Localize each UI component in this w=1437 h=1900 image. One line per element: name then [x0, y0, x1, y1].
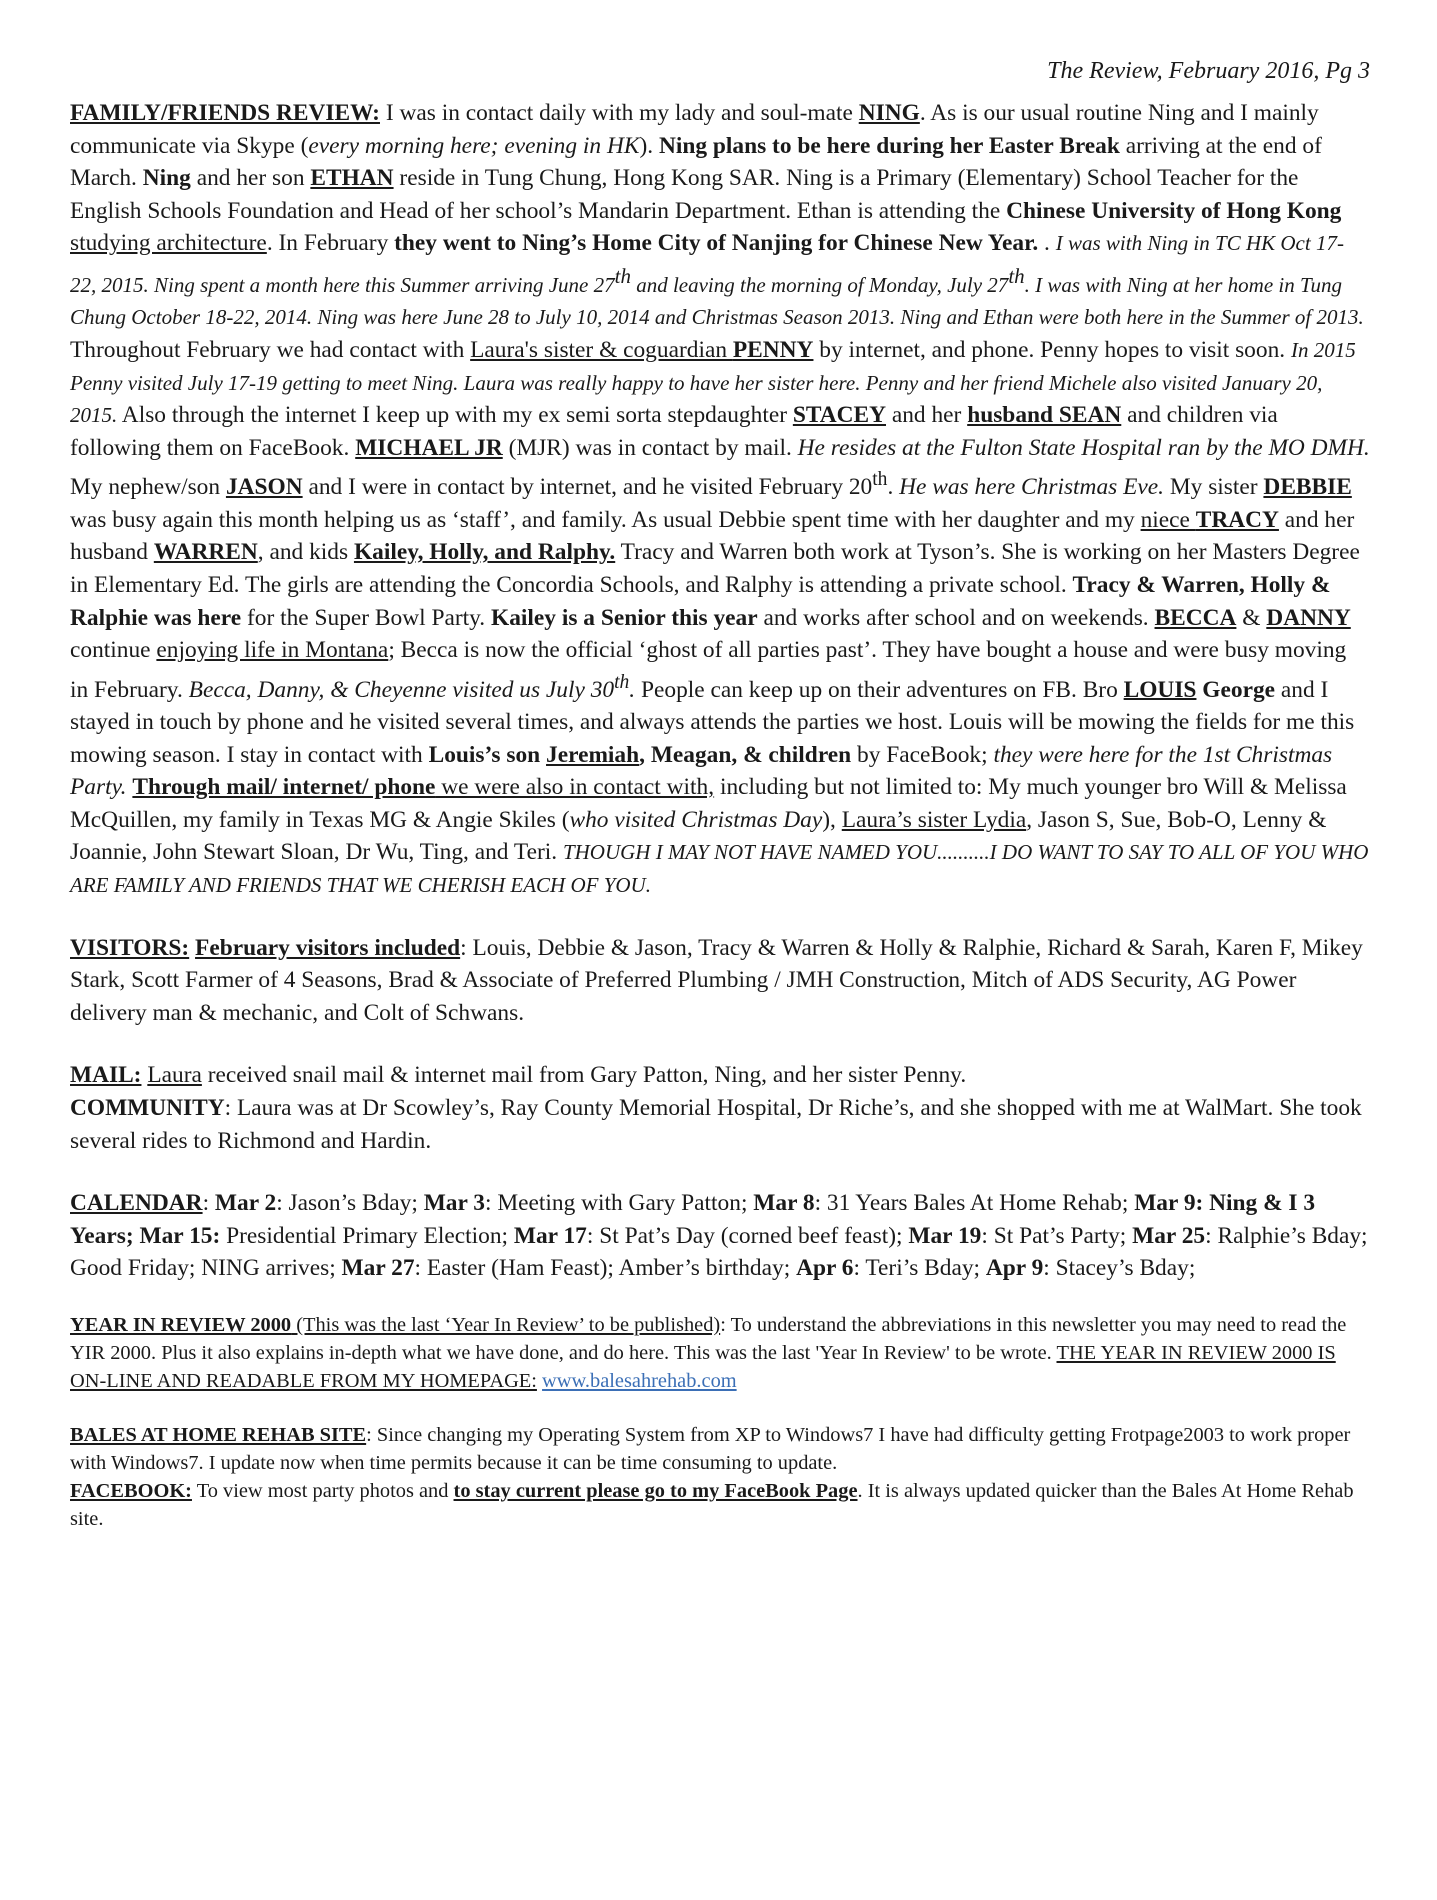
text-span: , Jason S, Sue, Bob-O, Lenny & Joannie, John Stewart Sloan, Dr Wu, Ting, and Teri.: [70, 806, 1327, 866]
text-span: My sister: [1164, 474, 1264, 501]
calendar-date: Mar 9:: [1134, 1190, 1204, 1217]
calendar-date: Mar 8: [753, 1190, 815, 1217]
text-span: studying architecture: [70, 230, 267, 257]
name-louis: LOUIS: [1123, 676, 1197, 703]
calendar-event: : Meeting with Gary Patton;: [484, 1190, 754, 1217]
spacer: [70, 902, 1370, 932]
text-span: we were also in contact with,: [435, 774, 715, 801]
calendar-event: : St Pat’s Party;: [981, 1222, 1133, 1249]
community-text: : Laura was at Dr Scowley’s, Ray County Memorial Hospital, Dr Riche’s, and she shopped with me at WalMart. She took several rides to Richmond and Hardin.: [70, 1095, 1362, 1154]
rehab-site-section: [70, 1421, 1370, 1477]
text-span: they were here for the 1st Christmas Party.: [70, 741, 1333, 801]
text-span: and children via following them on FaceBook.: [70, 402, 1278, 461]
name-becca: BECCA: [1154, 604, 1237, 631]
text-span: Kailey is a Senior this year: [491, 604, 758, 631]
text-span: :: [202, 1190, 215, 1217]
calendar-section: [70, 1187, 1370, 1285]
text-span: and I stayed in touch by phone and he visited several times, and always attends the parties we host. Louis will be mowing the fields for me this mowing season. I stay in contact with: [70, 676, 1355, 768]
text-span: and her son: [190, 165, 311, 192]
name-michael-jr: MICHAEL JR: [355, 434, 503, 461]
name-stacey: STACEY: [792, 402, 886, 429]
facebook-section: [70, 1477, 1370, 1533]
name-kids: Kailey, Holly, and Ralphy.: [353, 539, 616, 566]
calendar-date: Apr 6: [796, 1255, 854, 1282]
spacer: [70, 1157, 1370, 1187]
name-ethan: ETHAN: [310, 165, 394, 192]
text-span: . In February: [266, 230, 395, 257]
calendar-event: : Jason’s Bday;: [276, 1190, 424, 1217]
text-span: by FaceBook;: [851, 741, 994, 768]
text-span: In 2015 Penny visited July 17-19 getting to meet Ning. Laura was really happy to have her sister here. Penny and her friend Michele also visited January 20, 2015.: [70, 337, 1356, 428]
visitors-section: [70, 932, 1370, 1030]
text-span: and her husband: [70, 506, 1355, 566]
text-span: Also through the internet I keep up with my ex semi sorta stepdaughter: [117, 402, 793, 429]
text-span: , Meagan, & children: [639, 741, 852, 768]
calendar-event: : Teri’s Bday;: [853, 1255, 986, 1282]
text-span: ; Becca is now the official ‘ghost of all parties past’. They have bought a house and were busy moving in February.: [70, 637, 1347, 703]
text-span: George: [1196, 676, 1276, 703]
visitors-subheading: February visitors included: [195, 934, 461, 961]
text-span: Chinese University of Hong Kong: [1006, 197, 1342, 224]
mail-heading: MAIL:: [70, 1062, 142, 1089]
calendar-date: Mar 15:: [139, 1222, 221, 1249]
text-span: Becca, Danny, & Cheyenne visited us July 30: [188, 676, 615, 703]
calendar-date: Mar 27: [341, 1255, 415, 1282]
text-span: including but not limited to: My much younger bro Will & Melissa McQuillen, my family in Texas MG & Angie Skiles (: [70, 774, 1347, 833]
text-span: . It is always updated quicker than the Bales At Home Rehab site.: [70, 1479, 1354, 1530]
text-span: arriving at the end of March.: [70, 132, 1322, 192]
calendar-event: : 31 Years Bales At Home Rehab;: [814, 1190, 1135, 1217]
calendar-date: Apr 9: [985, 1255, 1044, 1282]
homepage-link[interactable]: www.balesahrehab.com: [542, 1369, 737, 1392]
text-span: was busy again this month helping us as ‘staff’, and family. As usual Debbie spent time with her daughter and my: [70, 506, 1141, 533]
text-span: My nephew/son: [70, 474, 226, 501]
closing-statement: THOUGH I MAY NOT HAVE NAMED YOU..........I DO WANT TO SAY TO ALL OF YOU WHO ARE FAMILY AND FRIENDS THAT WE CHERISH EACH OF YOU.: [70, 840, 1369, 898]
text-span: People can keep up on their adventures on FB. Bro: [635, 676, 1124, 703]
visitors-heading: VISITORS:: [70, 934, 190, 961]
family-friends-section: [70, 97, 1370, 902]
calendar-date: Mar 19: [908, 1222, 982, 1249]
calendar-date: Mar 25: [1132, 1222, 1206, 1249]
calendar-date: Mar 3: [423, 1190, 485, 1217]
text-span: and I were in contact by internet, and he visited February 20: [302, 474, 873, 501]
text-span: every morning here; evening in HK: [308, 132, 640, 159]
text-span: enjoying life in Montana: [156, 637, 389, 664]
text-span: and her: [886, 402, 968, 429]
text-span: (MJR) was in contact by mail.: [502, 434, 798, 461]
text-span: . I was with Ning at her home in Tung Chung October 18-22, 2014. Ning was here June 28 to July 10, 2014 and Christmas Season 2013. Ning and Ethan were both here in the Summer of 2013.: [70, 272, 1364, 330]
calendar-event: Presidential Primary Election;: [220, 1222, 514, 1249]
text-span: Ning plans to be here during her Easter Break: [658, 132, 1120, 159]
mail-text: received snail mail & internet mail from Gary Patton, Ning, and her sister Penny.: [201, 1062, 967, 1089]
superscript: th: [614, 263, 631, 288]
spacer: [70, 1029, 1370, 1059]
text-span: they went to Ning’s Home City of Nanjing for Chinese New Year.: [394, 230, 1039, 257]
text-span: Laura's sister & coguardian: [470, 336, 733, 363]
calendar-event: : Ralphie’s Bday; Good Friday; NING arrives;: [70, 1222, 1368, 1282]
name-sean: husband SEAN: [967, 402, 1122, 429]
newsletter-page: [70, 58, 1370, 1533]
text-span: .: [629, 676, 636, 703]
text-span: Louis’s son: [428, 741, 547, 768]
spacer: [70, 1285, 1370, 1311]
name-penny: PENNY: [732, 336, 814, 363]
visitors-text: : Louis, Debbie & Jason, Tracy & Warren & Holly & Ralphie, Richard & Sarah, Karen F, Mikey Stark, Scott Farmer of 4 Seasons, Brad & Associate of Preferred Plumbing / JMH Construction, Mitch of ADS Security, AG Power delivery man & mechanic, and Colt of Schwans.: [70, 934, 1363, 1026]
text-span: Laura’s sister Lydia: [841, 806, 1027, 833]
facebook-heading: FACEBOOK:: [70, 1479, 192, 1502]
text-span: Tracy and Warren both work at Tyson’s. She is working on her Masters Degree in Elementary Ed. The girls are attending the Concordia Schools, and Ralphy is attending a private school.: [70, 539, 1360, 598]
spacer: [70, 1395, 1370, 1421]
text-span: He was here Christmas Eve.: [899, 474, 1164, 501]
text-span: .: [887, 474, 900, 501]
superscript: th: [1008, 263, 1025, 288]
text-span: I was with Ning in TC HK Oct 17-22, 2015. Ning spent a month here this Summer arriving June 27: [70, 231, 1344, 297]
page-header: The Review, February 2016, Pg 3: [1047, 58, 1370, 84]
text-span: reside in Tung Chung, Hong Kong SAR. Ning is a Primary (Elementary) School Teacher for the English Schools Foundation and Head of her school’s Mandarin Department. Ethan is attending the: [70, 165, 1299, 224]
text-span: Throughout February we had contact with: [70, 336, 471, 363]
facebook-page-link[interactable]: to stay current please go to my FaceBook Page: [453, 1479, 858, 1502]
text-span: niece: [1140, 506, 1196, 533]
community-heading: COMMUNITY: [70, 1095, 225, 1122]
text-span: and works after school and on weekends.: [757, 604, 1155, 631]
name-jeremiah: Jeremiah: [546, 741, 640, 768]
text-span: Tracy & Warren, Holly & Ralphie was here: [70, 571, 1331, 631]
calendar-date: Mar 2: [214, 1190, 277, 1217]
calendar-date: Mar 17: [513, 1222, 587, 1249]
name-ning: NING: [858, 100, 920, 126]
text-span: I was in contact daily with my lady and soul-mate: [379, 100, 859, 126]
name-danny: DANNY: [1266, 604, 1351, 631]
text-span: for the Super Bowl Party.: [241, 604, 492, 631]
text-span: continue: [70, 637, 157, 664]
yir-heading: YEAR IN REVIEW 2000: [70, 1313, 292, 1336]
text-span: He resides at the Fulton State Hospital ran by the MO DMH.: [797, 434, 1370, 461]
calendar-event: Ning & I 3 Years;: [70, 1190, 1316, 1249]
name-jason: JASON: [225, 474, 303, 501]
community-section: [70, 1092, 1370, 1157]
text-span: .: [1038, 230, 1056, 257]
text-span: &: [1236, 604, 1267, 631]
name-debbie: DEBBIE: [1263, 474, 1352, 501]
mail-laura: Laura: [147, 1062, 202, 1089]
name-warren: WARREN: [153, 539, 258, 566]
mail-section: [70, 1059, 1370, 1092]
text-span: ),: [822, 806, 842, 833]
text-span: and leaving the morning of Monday, July 27: [630, 272, 1009, 297]
name-tracy: TRACY: [1195, 506, 1279, 533]
text-span: by internet, and phone. Penny hopes to visit soon.: [813, 336, 1291, 363]
calendar-event: : Stacey’s Bday;: [1043, 1255, 1196, 1282]
text-span: ).: [639, 132, 659, 159]
calendar-heading: CALENDAR: [70, 1190, 203, 1217]
superscript: th: [872, 469, 888, 491]
site-heading: BALES AT HOME REHAB SITE: [70, 1423, 367, 1446]
text-span: , and kids: [257, 539, 354, 566]
site-text: : Since changing my Operating System from XP to Windows7 I have had difficulty getting Frotpage2003 to work proper with Windows7. I update now when time permits because it can be time consuming to update.: [70, 1423, 1351, 1474]
text-span: who visited Christmas Day: [569, 806, 823, 833]
calendar-event: : St Pat’s Day (corned beef feast);: [586, 1222, 909, 1249]
calendar-event: : Easter (Ham Feast); Amber’s birthday;: [414, 1255, 797, 1282]
text-span: Through mail/ internet/ phone: [132, 774, 436, 801]
text-span: . As is our usual routine Ning and I mainly communicate via Skype (: [70, 100, 1319, 159]
text-span: Ning: [142, 165, 191, 192]
family-heading: FAMILY/FRIENDS REVIEW:: [70, 100, 380, 126]
superscript: th: [614, 671, 630, 693]
yir-online-note: THE YEAR IN REVIEW 2000 IS ON-LINE AND READABLE FROM MY HOMEPAGE:: [70, 1341, 1336, 1392]
year-in-review-section: [70, 1311, 1370, 1395]
text-span: To view most party photos and: [191, 1479, 454, 1502]
yir-text: : To understand the abbreviations in this newsletter you may need to read the YIR 2000. Plus it also explains in-depth what we have done, and do here. This was the last 'Year In Review' to be wrote.: [70, 1313, 1347, 1364]
yir-subheading: (This was the last ‘Year In Review’ to be published): [291, 1313, 721, 1336]
